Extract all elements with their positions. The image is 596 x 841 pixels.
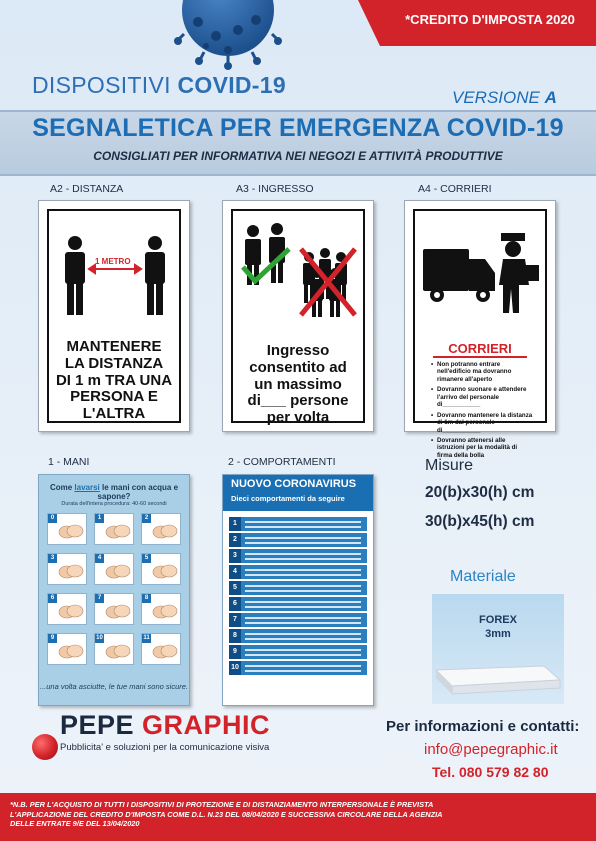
- behaviour-number: 7: [229, 613, 241, 627]
- material-label: Materiale: [450, 568, 516, 585]
- hand-step-number: 3: [48, 554, 57, 563]
- behaviour-number: 6: [229, 597, 241, 611]
- logo-text-1: PEPE: [60, 710, 143, 740]
- hand-icon: [104, 520, 132, 542]
- legal-note: *N.B. PER L'ACQUISTO DI TUTTI I DISPOSITIVI DI PROTEZIONE E DI DISTANZIAMENTO INTERPERSONALE È PREVISTA L'APPLICAZIONE DEL CREDITO D'IMPOSTA COME D.L. N.23 DEL 08/04/2020 E SUCCESSIVA CIRCOLARE DELLA AGENZIA DELLE ENTRATE 9/E DEL 13/04/2020: [10, 800, 443, 829]
- sign-line: PERSONA E: [70, 388, 158, 406]
- behaviour-row: [229, 629, 367, 643]
- logo-icon: [32, 734, 58, 760]
- text-placeholder-line: [245, 633, 361, 635]
- hand-step-number: 11: [143, 635, 150, 641]
- text-placeholder-line: [245, 606, 361, 608]
- behaviour-row: [229, 597, 367, 611]
- hand-step: [141, 633, 181, 665]
- text-placeholder-line: [245, 617, 361, 619]
- text-placeholder-line: [245, 569, 361, 571]
- poster-mani: [38, 474, 190, 706]
- text-placeholder-line: [245, 665, 361, 667]
- logo-text-2: GRAPHIC: [142, 710, 271, 740]
- hand-icon: [57, 520, 85, 542]
- sign-frame: [231, 209, 365, 427]
- sign-caption-ingresso: A3 - INGRESSO: [236, 183, 314, 195]
- forex-board-icon: [432, 594, 564, 704]
- credit-badge-text: *CREDITO D'IMPOSTA 2020: [405, 12, 575, 27]
- sign-line: un massimo: [254, 375, 342, 393]
- hand-icon: [151, 600, 179, 622]
- text-placeholder-line: [245, 649, 361, 651]
- sign-ingresso-text: [233, 343, 363, 427]
- version-bold: A: [544, 88, 557, 107]
- contact-phone[interactable]: Tel. 080 579 82 80: [432, 764, 549, 780]
- company-logo: [60, 710, 270, 741]
- behaviour-row: [229, 565, 367, 579]
- entrance-limit-icon: [239, 221, 363, 321]
- hand-step-number: 7: [95, 594, 104, 603]
- sign-line: per volta: [266, 409, 330, 427]
- sign-distanza: [38, 200, 190, 432]
- contact-email-link[interactable]: info@pepegraphic.it: [424, 741, 558, 758]
- hand-step: [94, 593, 134, 625]
- behaviour-number: 3: [229, 549, 241, 563]
- list-item: • Non potranno entrare nell'edificio ma dovranno rimanere all'aperto: [431, 361, 533, 383]
- sign-frame: [47, 209, 181, 423]
- brand-title-bold: COVID-19: [177, 72, 286, 98]
- list-item: • Dovranno mantenere la distanza di 1m dal personale di___________: [431, 412, 533, 434]
- text-placeholder-line: [245, 622, 361, 624]
- behaviour-row: [229, 517, 367, 531]
- text-placeholder-line: [245, 585, 361, 587]
- hand-step: [94, 513, 134, 545]
- behaviour-row: [229, 613, 367, 627]
- sign-line: LA DISTANZA: [64, 354, 164, 372]
- hand-step-number: 9: [48, 634, 57, 643]
- text-placeholder-line: [245, 654, 361, 656]
- title-text: Come: [49, 483, 75, 492]
- size-option-1: 20(b)x30(h) cm: [425, 484, 535, 501]
- version-label: [452, 88, 557, 108]
- company-tagline: Pubblicita' e soluzioni per la comunicazione visiva: [60, 742, 270, 753]
- hand-step: [141, 593, 181, 625]
- sign-frame: [413, 209, 547, 459]
- brand-title: [32, 72, 286, 99]
- coronavirus-illustration: [168, 0, 288, 70]
- size-option-2: 30(b)x45(h) cm: [425, 513, 535, 530]
- material-name: FOREX: [479, 614, 517, 626]
- material-thickness: 3mm: [485, 628, 511, 640]
- poster-caption-mani: 1 - MANI: [48, 456, 90, 468]
- behaviour-number: 4: [229, 565, 241, 579]
- text-placeholder-line: [245, 553, 361, 555]
- hand-step-number: 5: [142, 554, 151, 563]
- text-placeholder-line: [245, 574, 361, 576]
- hand-icon: [57, 600, 85, 622]
- behaviour-number: 8: [229, 629, 241, 643]
- sign-line: MANTENERE: [66, 338, 162, 355]
- sign-corrieri-list: [431, 361, 533, 462]
- hand-step: [47, 633, 87, 665]
- sign-ingresso: [222, 200, 374, 432]
- poster-comportamenti: [222, 474, 374, 706]
- behaviour-number: 1: [229, 517, 241, 531]
- hand-icon: [104, 640, 132, 662]
- page-subtitle: CONSIGLIATI PER INFORMATIVA NEI NEGOZI E ATTIVITÀ PRODUTTIVE: [93, 149, 503, 163]
- text-placeholder-line: [245, 638, 361, 640]
- hand-step-number: 4: [95, 554, 104, 563]
- behaviour-row: [229, 661, 367, 675]
- sign-corrieri-title: CORRIERI: [433, 341, 527, 358]
- behaviour-number: 5: [229, 581, 241, 595]
- poster-comp-subtitle: Dieci comportamenti da seguire: [231, 494, 345, 503]
- text-placeholder-line: [245, 558, 361, 560]
- behaviour-row: [229, 533, 367, 547]
- hand-step-number: 6: [48, 594, 57, 603]
- hand-icon: [151, 640, 179, 662]
- poster-comp-title: NUOVO CORONAVIRUS: [231, 478, 357, 490]
- text-placeholder-line: [245, 590, 361, 592]
- text-placeholder-line: [245, 601, 361, 603]
- hand-step: [47, 513, 87, 545]
- poster-mani-duration: Durata dell'intera procedura: 40-60 secondi: [61, 501, 167, 507]
- sign-line: Ingresso: [266, 342, 330, 359]
- list-item: • Dovranno suonare e attendere l'arrivo del personale di___________: [431, 386, 533, 408]
- contacts-label: Per informazioni e contatti:: [386, 718, 580, 735]
- list-item: • Dovranno attenersi alle istruzioni per la modalità di firma della bolla: [431, 437, 533, 459]
- material-panel: [432, 594, 564, 704]
- hand-icon: [151, 560, 179, 582]
- sign-line: di___ persone: [247, 392, 349, 410]
- hand-step: [141, 553, 181, 585]
- hand-step-number: 1: [95, 514, 104, 523]
- text-placeholder-line: [245, 670, 361, 672]
- hand-step-number: 10: [96, 635, 103, 641]
- behaviour-row: [229, 581, 367, 595]
- hand-step: [94, 633, 134, 665]
- hand-step: [94, 553, 134, 585]
- page-title: SEGNALETICA PER EMERGENZA COVID-19: [32, 114, 564, 142]
- sign-distanza-text: [49, 339, 179, 423]
- hand-step: [47, 593, 87, 625]
- hand-step: [47, 553, 87, 585]
- hand-icon: [104, 560, 132, 582]
- behaviour-number: 10: [229, 661, 241, 675]
- text-placeholder-line: [245, 526, 361, 528]
- text-placeholder-line: [245, 542, 361, 544]
- sign-corrieri: [404, 200, 556, 459]
- sign-line: L'ALTRA: [82, 405, 146, 423]
- sizes-label: Misure: [425, 457, 474, 474]
- hand-step: [141, 513, 181, 545]
- hand-step-number: 2: [142, 514, 151, 523]
- sign-caption-distanza: A2 - DISTANZA: [50, 183, 124, 195]
- behaviour-row: [229, 549, 367, 563]
- distance-label: 1 METRO: [95, 257, 131, 266]
- courier-truck-icon: [421, 229, 545, 319]
- poster-caption-comportamenti: 2 - COMPORTAMENTI: [228, 456, 336, 468]
- hand-step-number: 0: [48, 514, 57, 523]
- poster-mani-footer: ...una volta asciutte, le tue mani sono sicure.: [40, 682, 188, 691]
- people-distance-icon: [59, 235, 171, 317]
- hand-icon: [57, 640, 85, 662]
- hand-icon: [104, 600, 132, 622]
- hand-icon: [151, 520, 179, 542]
- text-placeholder-line: [245, 537, 361, 539]
- title-text: le mani con acqua e sapone?: [97, 483, 179, 501]
- sign-line: DI 1 m TRA UNA: [55, 371, 173, 389]
- text-placeholder-line: [245, 521, 361, 523]
- behaviour-number: 9: [229, 645, 241, 659]
- brand-title-light: DISPOSITIVI: [32, 72, 178, 98]
- sign-caption-corrieri: A4 - CORRIERI: [418, 183, 492, 195]
- sign-line: consentito ad: [249, 358, 347, 376]
- hand-step-number: 8: [142, 594, 151, 603]
- title-highlight: lavarsi: [74, 483, 100, 492]
- poster-mani-title: [39, 483, 189, 501]
- version-light: VERSIONE: [452, 88, 545, 107]
- hand-icon: [57, 560, 85, 582]
- behaviour-number: 2: [229, 533, 241, 547]
- behaviour-row: [229, 645, 367, 659]
